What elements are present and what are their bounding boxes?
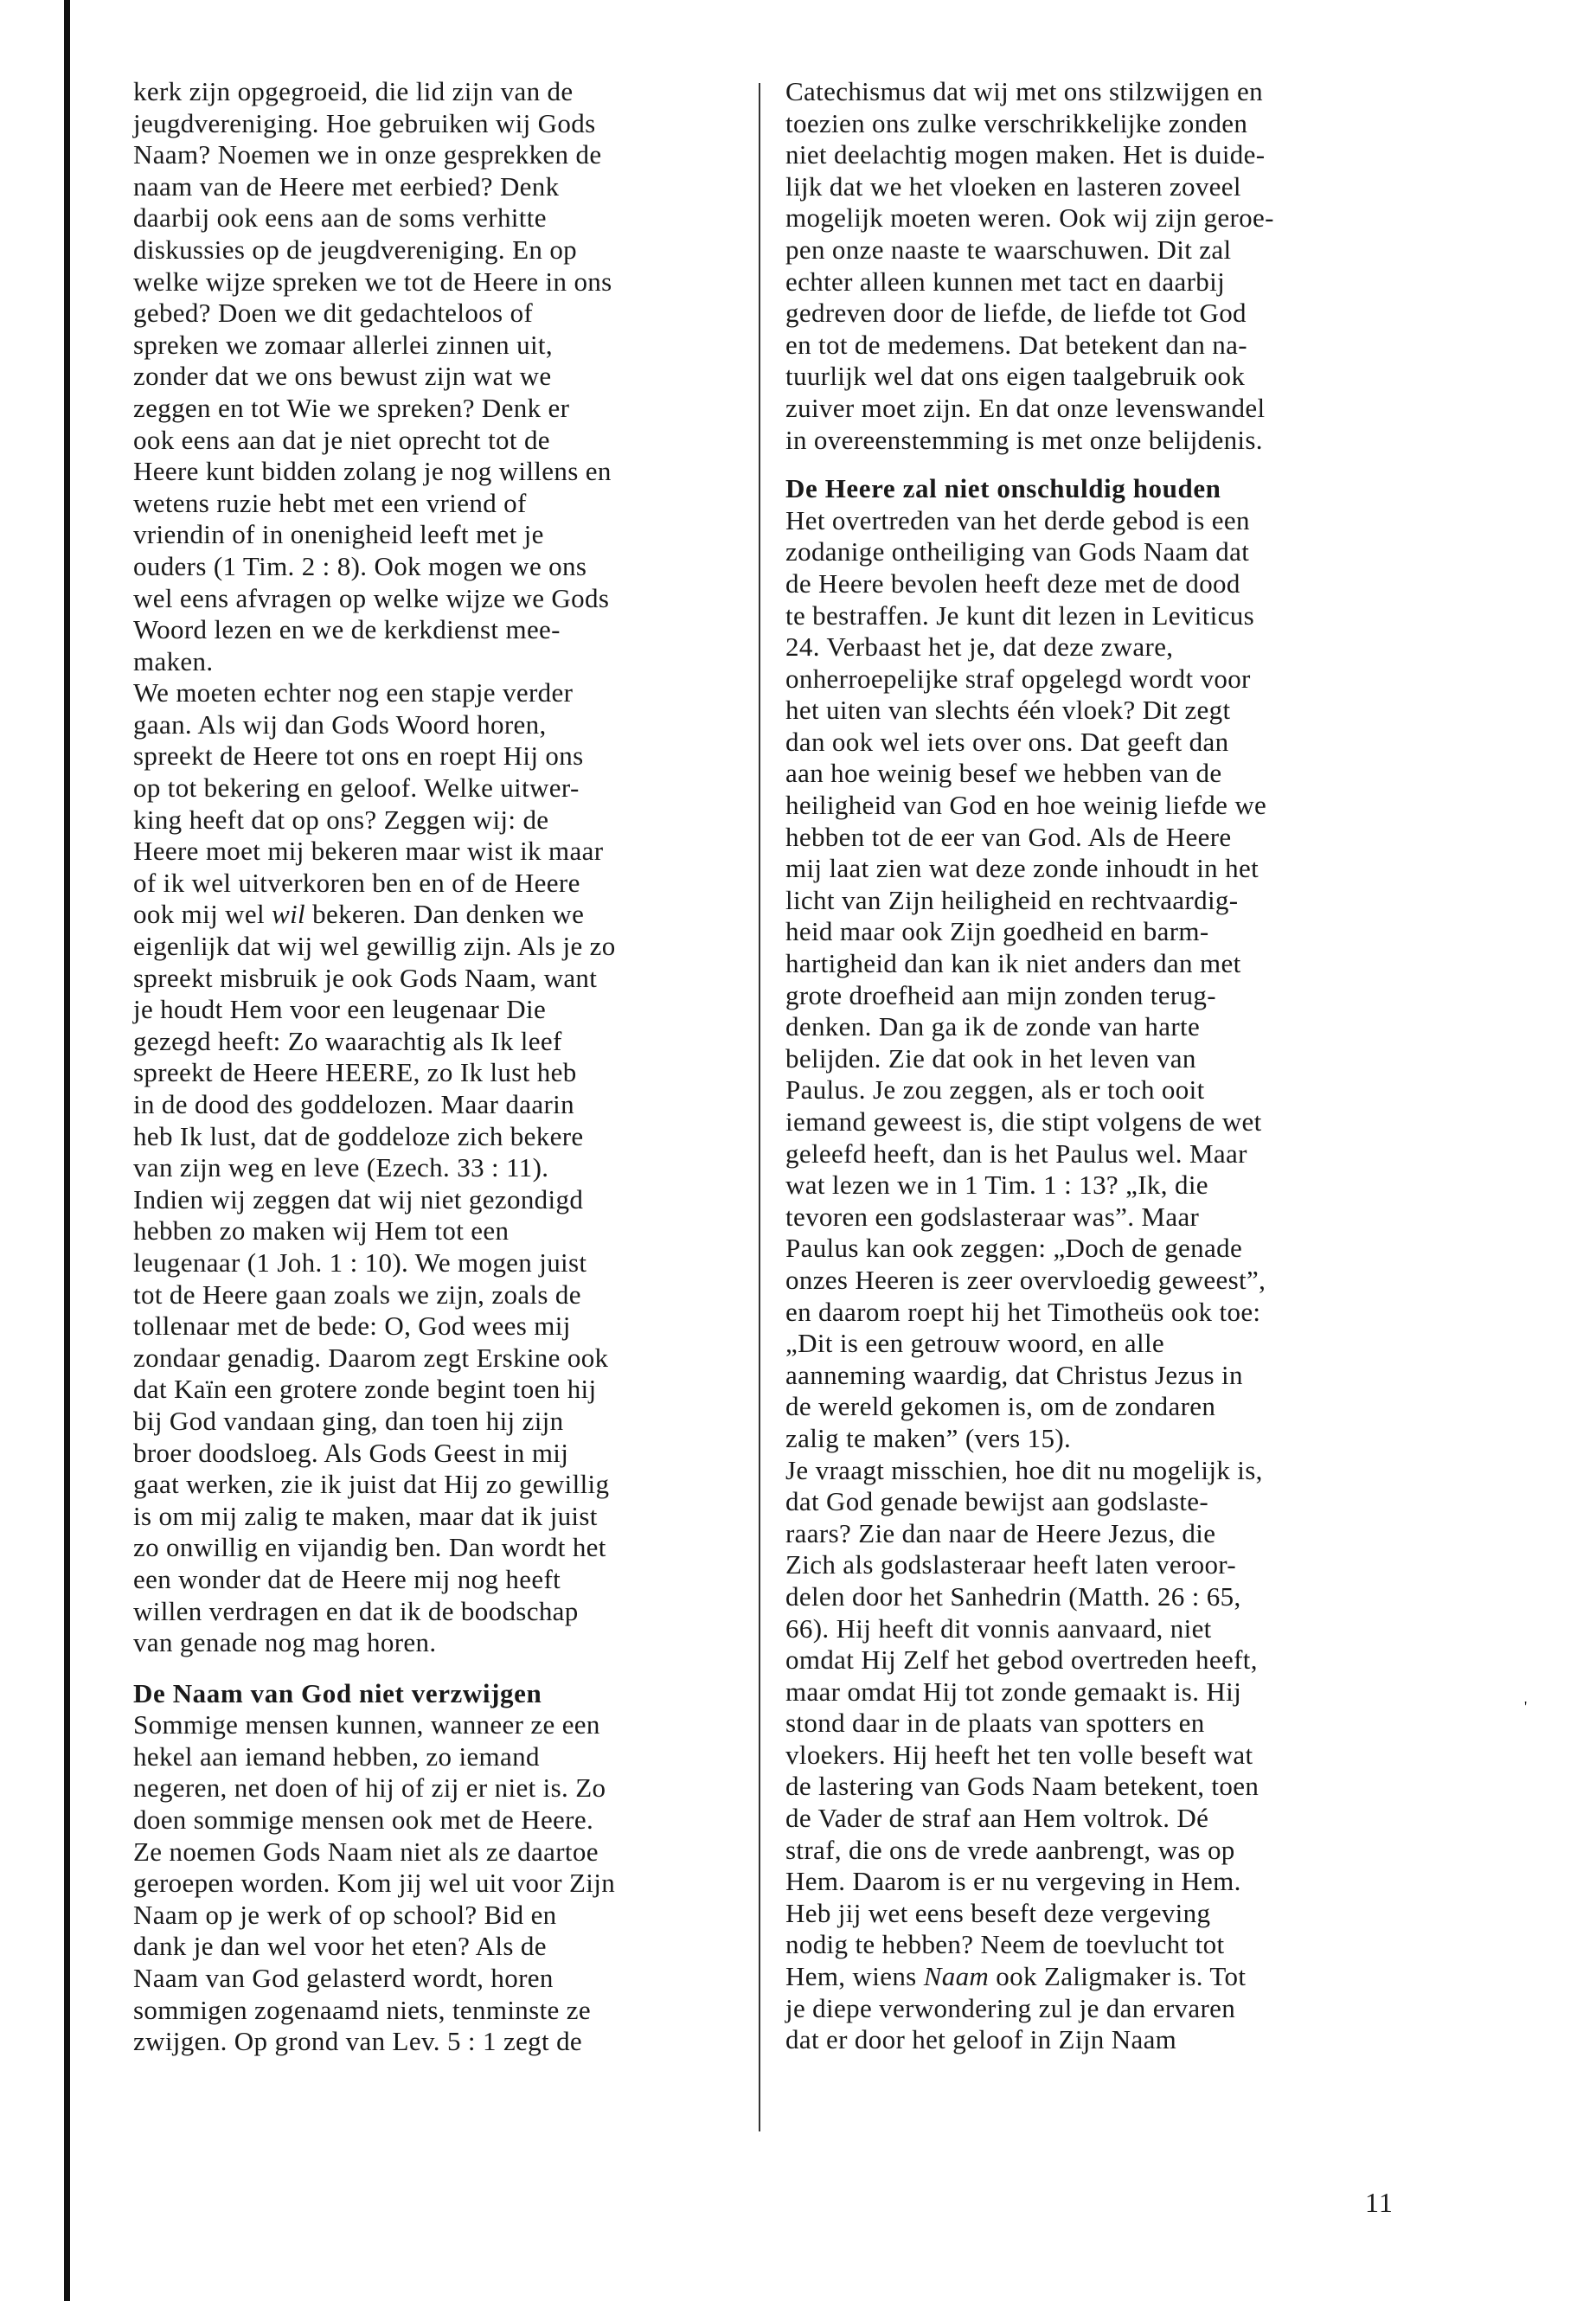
text-line: gebed? Doen we dit gedachteloos of (133, 298, 534, 329)
text-line: stond daar in de plaats van spotters en (785, 1708, 1205, 1739)
text-line: heb Ik lust, dat de goddeloze zich bekere (133, 1120, 584, 1151)
text-line: nodig te hebben? Neem de toevlucht tot (785, 1929, 1225, 1960)
text-line: denken. Dan ga ik de zonde van harte (785, 1011, 1201, 1042)
text-line: broer doodsloeg. Als Gods Geest in mij (133, 1437, 569, 1468)
text-line: straf, die ons de vrede aanbrengt, was op (785, 1834, 1235, 1865)
text-line: zuiver moet zijn. En dat onze levenswandel (785, 392, 1266, 423)
text-line: dat God genade bewijst aan godslaste- (785, 1486, 1208, 1517)
text-line: Zich als godslasteraar heeft laten veroor- (785, 1549, 1237, 1580)
left-text-block-2 (133, 931, 739, 1659)
right-text-block-2 (785, 505, 1417, 1961)
stray-mark: ' (1524, 1698, 1528, 1715)
text-line: gedreven door de liefde, de liefde tot God (785, 298, 1247, 329)
page-number: 11 (1365, 2187, 1394, 2218)
text-line: Je vraagt misschien, hoe dit nu mogelijk is, (785, 1454, 1263, 1485)
text-line: negeren, net doen of hij of zij er niet is. Zo (133, 1772, 606, 1804)
text-line: Heb jij wet eens beseft deze vergeving (785, 1897, 1211, 1928)
text-line: vloekers. Hij heeft het ten volle beseft wat (785, 1739, 1253, 1770)
text-line: de lastering van Gods Naam betekent, toen (785, 1771, 1259, 1802)
text-line: Heere moet mij bekeren maar wist ik maar (133, 836, 604, 867)
text-line: geroepen worden. Kom jij wel uit voor Zijn (133, 1868, 616, 1899)
text-line: zwijgen. Op grond van Lev. 5 : 1 zegt de (133, 2026, 583, 2057)
text-line: mogelijk moeten weren. Ook wij zijn geroe- (785, 202, 1274, 234)
text-line: dat Kaïn een grotere zonde begint toen hij (133, 1374, 597, 1405)
text-line: de Heere bevolen heeft deze met de dood (785, 567, 1240, 599)
text-line: heiligheid van God en hoe weinig liefde we (785, 790, 1267, 821)
text-line: dan ook wel iets over ons. Dat geeft dan (785, 726, 1229, 757)
text-line-with-italic-naam: Hem, wiens Naam ook Zaligmaker is. Tot (785, 1961, 1247, 1992)
text-line: eigenlijk dat wij wel gewillig zijn. Als je zo (133, 931, 616, 962)
text-line: onherroepelijke straf opgelegd wordt voor (785, 663, 1251, 694)
text-line: is om mij zalig te maken, maar dat ik juist (133, 1500, 598, 1531)
text-line: Paulus kan ook zeggen: „Doch de genade (785, 1233, 1243, 1264)
text-line: grote droefheid aan mijn zonden terug- (785, 979, 1216, 1010)
text-line: niet deelachtig mogen maken. Het is duide- (785, 139, 1266, 170)
text-line: Hem. Daarom is er nu vergeving in Hem. (785, 1866, 1241, 1897)
text-line: dank je dan wel voor het eten? Als de (133, 1931, 547, 1962)
text-line: raars? Zie dan naar de Heere Jezus, die (785, 1517, 1216, 1548)
text-line: spreekt misbruik je ook Gods Naam, want (133, 962, 598, 993)
text-line: spreekt de Heere HEERE, zo Ik lust heb (133, 1057, 577, 1088)
text-line: vriendin of in onenigheid leeft met je (133, 519, 544, 550)
italic-naam: Naam (923, 1961, 990, 1992)
italic-wil: wil (272, 899, 306, 930)
text-line: de Vader de straf aan Hem voltrok. Dé (785, 1803, 1209, 1834)
left-text-block-1 (133, 76, 739, 899)
text-line: sommigen zogenaamd niets, tenminste ze (133, 1994, 591, 2025)
text-line: hebben zo maken wij Hem tot een (133, 1215, 510, 1247)
text-line: lijk dat we het vloeken en lasteren zoveel (785, 170, 1241, 202)
right-column (785, 76, 1417, 2056)
text-line: toezien ons zulke verschrikkelijke zonden (785, 107, 1248, 138)
text-line: zalig te maken” (vers 15). (785, 1422, 1072, 1453)
text-line: leugenaar (1 Joh. 1 : 10). We mogen juist (133, 1247, 587, 1278)
text-line: geleefd heeft, dan is het Paulus wel. Maar (785, 1138, 1247, 1169)
left-column (133, 76, 739, 2058)
text-line: Het overtreden van het derde gebod is een (785, 504, 1250, 535)
left-text-block-3 (133, 1709, 739, 2058)
text-line: Ze noemen Gods Naam niet als ze daartoe (133, 1836, 599, 1867)
text-line: gezegd heeft: Zo waarachtig als Ik leef (133, 1025, 562, 1056)
text-line: diskussies op de jeugdvereniging. En op (133, 234, 578, 265)
text-line: echter alleen kunnen met tact en daarbij (785, 266, 1226, 297)
text-line: 66). Hij heeft dit vonnis aanvaard, niet (785, 1612, 1212, 1644)
text-line: wel eens afvragen op welke wijze we Gods (133, 582, 610, 613)
text-line: spreken we zomaar allerlei zinnen uit, (133, 329, 553, 360)
text-line: bij God vandaan ging, dan toen hij zijn (133, 1405, 564, 1436)
text-line: Sommige mensen kunnen, wanneer ze een (133, 1709, 600, 1740)
text-line: delen door het Sanhedrin (Matth. 26 : 65, (785, 1580, 1241, 1612)
text-line: welke wijze spreken we tot de Heere in ons (133, 266, 612, 297)
text-line: Woord lezen en we de kerkdienst mee- (133, 614, 561, 645)
text-line: iemand geweest is, die stipt volgens de wet (785, 1106, 1262, 1137)
text-line: mij laat zien wat deze zonde inhoudt in het (785, 853, 1259, 884)
text-line: zodanige ontheiliging van Gods Naam dat (785, 536, 1250, 567)
text-line: Catechismus dat wij met ons stilzwijgen en (785, 76, 1263, 106)
text-line: kerk zijn opgegroeid, die lid zijn van de (133, 76, 574, 106)
section-heading-naam-niet-verzwijgen: De Naam van God niet verzwijgen (133, 1677, 542, 1708)
text-line: „Dit is een getrouw woord, en alle (785, 1328, 1165, 1359)
text-line: zo onwillig en vijandig ben. Dan wordt het (133, 1532, 606, 1563)
text-line: je houdt Hem voor een leugenaar Die (133, 994, 547, 1025)
text-line: aan hoe weinig besef we hebben van de (785, 758, 1222, 789)
column-divider (759, 83, 760, 2131)
text-line: een wonder dat de Heere mij nog heeft (133, 1563, 561, 1594)
text-line: dat er door het geloof in Zijn Naam (785, 2024, 1177, 2055)
text-line: aanneming waardig, dat Christus Jezus in (785, 1359, 1243, 1390)
text-line: heid maar ook Zijn goedheid en barm- (785, 916, 1209, 947)
text-line: op tot bekering en geloof. Welke uitwer- (133, 772, 580, 804)
text-line: jeugdvereniging. Hoe gebruiken wij Gods (133, 107, 596, 138)
text-line: je diepe verwondering zul je dan ervaren (785, 1992, 1236, 2023)
text-line: daarbij ook eens aan de soms verhitte (133, 202, 547, 234)
text-line: 24. Verbaast het je, dat deze zware, (785, 631, 1174, 663)
text-line: tot de Heere gaan zoals we zijn, zoals de (133, 1279, 581, 1310)
text-line: de wereld gekomen is, om de zondaren (785, 1391, 1216, 1422)
text-line: zondaar genadig. Daarom zegt Erskine ook (133, 1342, 609, 1373)
text-line: van genade nog mag horen. (133, 1627, 437, 1658)
text-line: Naam van God gelasterd wordt, horen (133, 1963, 554, 1994)
text-line: te bestraffen. Je kunt dit lezen in Leviticus (785, 599, 1255, 631)
text-line: ook eens aan dat je niet oprecht tot de (133, 424, 550, 455)
text-line: tollenaar met de bede: O, God wees mij (133, 1311, 571, 1342)
page-binding-edge (64, 0, 70, 2301)
text-line: We moeten echter nog een stapje verder (133, 677, 574, 708)
text-line: Heere kunt bidden zolang je nog willens en (133, 456, 612, 487)
text-line: zeggen en tot Wie we spreken? Denk er (133, 392, 570, 423)
text-line: maar omdat Hij tot zonde gemaakt is. Hij (785, 1676, 1242, 1707)
text-line: wat lezen we in 1 Tim. 1 : 13? „Ik, die (785, 1170, 1208, 1201)
text-line: hebben tot de eer van God. Als de Heere (785, 821, 1232, 852)
section-heading-niet-onschuldig-houden: De Heere zal niet onschuldig houden (785, 473, 1221, 504)
text-line: hartigheid dan kan ik niet anders dan met (785, 948, 1241, 979)
text-line: in overeenstemming is met onze belijdenis. (785, 424, 1263, 455)
text-line: Indien wij zeggen dat wij niet gezondigd (133, 1183, 584, 1215)
text-line-with-italic-wil: ook mij wel wil bekeren. Dan denken we (133, 899, 585, 930)
text-line: zonder dat we ons bewust zijn wat we (133, 361, 552, 392)
text-line: tuurlijk wel dat ons eigen taalgebruik ook (785, 361, 1246, 392)
text-line: het uiten van slechts één vloek? Dit zegt (785, 695, 1231, 726)
text-line: hekel aan iemand hebben, zo iemand (133, 1740, 540, 1772)
text-line: Naam op je werk of op school? Bid en (133, 1899, 557, 1930)
text-line: gaan. Als wij dan Gods Woord horen, (133, 708, 547, 740)
right-text-block-3 (785, 1993, 1417, 2056)
text-line: naam van de Heere met eerbied? Denk (133, 170, 560, 202)
text-line: spreekt de Heere tot ons en roept Hij ons (133, 740, 584, 772)
text-line: en daarom roept hij het Timotheüs ook toe: (785, 1296, 1261, 1327)
text-line: wetens ruzie hebt met een vriend of (133, 487, 527, 518)
text-line: in de dood des goddelozen. Maar daarin (133, 1089, 574, 1119)
text-line: omdat Hij Zelf het gebod overtreden heeft, (785, 1644, 1258, 1676)
text-line: willen verdragen en dat ik de boodschap (133, 1595, 579, 1626)
text-line: belijden. Zie dat ook in het leven van (785, 1042, 1196, 1074)
right-text-block-1 (785, 76, 1417, 456)
text-line: Paulus. Je zou zeggen, als er toch ooit (785, 1074, 1205, 1106)
text-line: pen onze naaste te waarschuwen. Dit zal (785, 234, 1232, 265)
text-line: of ik wel uitverkoren ben en of de Heere (133, 867, 580, 898)
text-line: licht van Zijn heiligheid en rechtvaardig- (785, 884, 1239, 915)
text-line: maken. (133, 645, 214, 676)
text-line: ouders (1 Tim. 2 : 8). Ook mogen we ons (133, 550, 587, 581)
text-line: doen sommige mensen ook met de Heere. (133, 1804, 594, 1836)
text-line: en tot de medemens. Dat betekent dan na- (785, 329, 1247, 360)
text-line: van zijn weg en leve (Ezech. 33 : 11). (133, 1152, 549, 1183)
text-line: king heeft dat op ons? Zeggen wij: de (133, 804, 549, 835)
text-line: Naam? Noemen we in onze gesprekken de (133, 139, 602, 170)
text-line: onzes Heeren is zeer overvloedig geweest”, (785, 1264, 1266, 1295)
text-line: tevoren een godslasteraar was”. Maar (785, 1201, 1200, 1232)
text-line: gaat werken, zie ik juist dat Hij zo gewillig (133, 1469, 610, 1500)
